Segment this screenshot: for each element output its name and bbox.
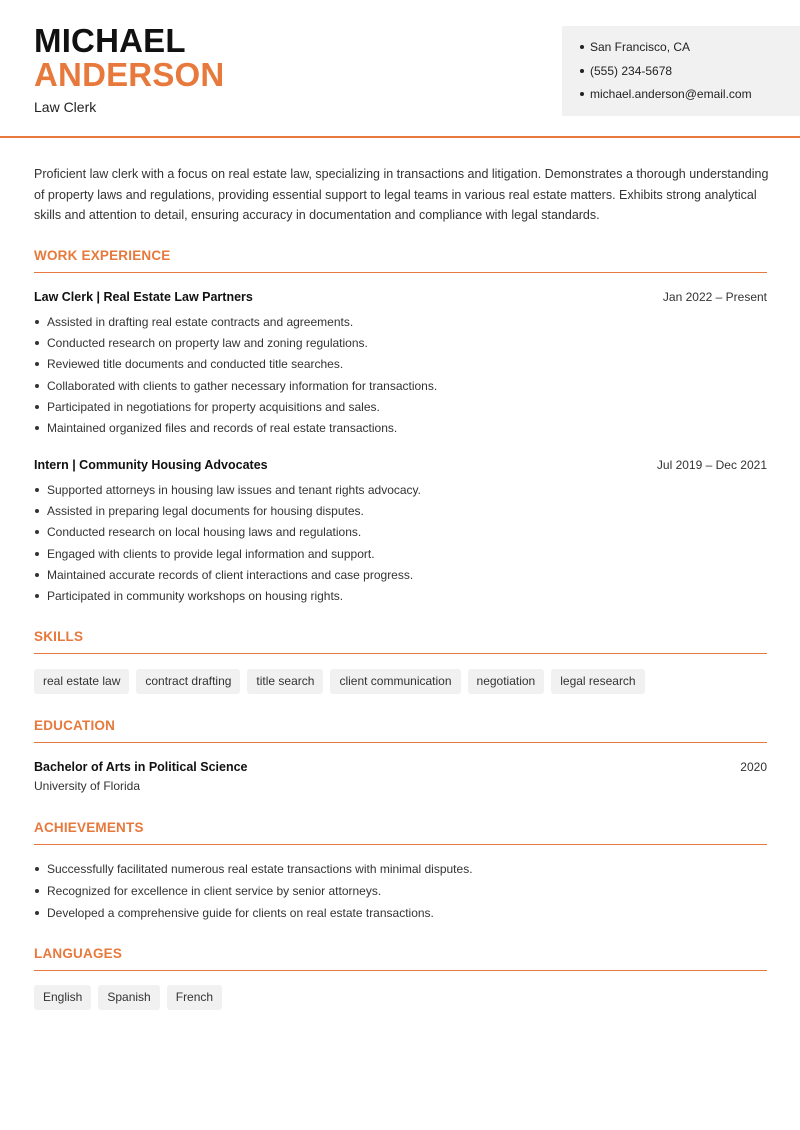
list-item: Successfully facilitated numerous real estate transactions with minimal disputes. [34,861,767,883]
section-title-languages: LANGUAGES [34,946,767,971]
job-role: Law Clerk | Real Estate Law Partners [34,290,253,304]
list-item: Assisted in preparing legal documents for housing disputes. [34,503,767,524]
job-entry [34,456,767,609]
summary: Proficient law clerk with a focus on real estate law, specializing in transactions and litigation. Demonstrates a thorough understanding of property laws and regulations, providing essential support to legal teams in various real estate matters. Exhibits strong analytical skills and attention to detail, ensuring accuracy in documentation and compliance with legal standards. [34,167,769,222]
contact-box [562,26,800,116]
last-name: ANDERSON [34,56,225,93]
list-item: Recognized for excellence in client service by senior attorneys. [34,883,767,905]
job-dates: Jul 2019 – Dec 2021 [656,458,767,472]
skill-chip: negotiation [468,669,545,694]
language-chip: English [34,985,91,1010]
list-item: Maintained organized files and records of real estate transactions. [34,420,767,441]
section-title-achievements: ACHIEVEMENTS [34,820,767,845]
achievements-list [34,861,767,927]
education-year: 2020 [740,760,767,774]
list-item: Participated in community workshops on housing rights. [34,588,767,609]
contact-email[interactable]: michael.anderson@email.com [580,86,800,110]
skill-chip: legal research [551,669,644,694]
list-item: Conducted research on local housing laws and regulations. [34,524,767,545]
first-name: MICHAEL [34,22,186,59]
skill-chip: title search [247,669,323,694]
language-chip: French [167,985,222,1010]
resume-header [0,0,800,138]
education-school: University of Florida [34,779,141,793]
job-dates: Jan 2022 – Present [662,290,767,304]
section-title-skills: SKILLS [34,629,767,654]
job-role: Intern | Community Housing Advocates [34,458,268,472]
job-title: Law Clerk [34,99,97,115]
languages-list [34,985,222,1010]
job-bullets [34,314,767,441]
skills-list [34,669,645,694]
list-item: Collaborated with clients to gather necessary information for transactions. [34,378,767,399]
section-title-education: EDUCATION [34,718,767,743]
skill-chip: contract drafting [136,669,240,694]
education-entry [34,758,767,793]
contact-phone: (555) 234-5678 [580,63,800,87]
list-item: Engaged with clients to provide legal information and support. [34,546,767,567]
list-item: Assisted in drafting real estate contracts and agreements. [34,314,767,335]
skill-chip: real estate law [34,669,129,694]
language-chip: Spanish [98,985,159,1010]
skill-chip: client communication [330,669,460,694]
contact-location: San Francisco, CA [580,39,800,63]
education-degree: Bachelor of Arts in Political Science [34,760,248,774]
list-item: Reviewed title documents and conducted title searches. [34,356,767,377]
list-item: Maintained accurate records of client interactions and case progress. [34,567,767,588]
list-item: Developed a comprehensive guide for clients on real estate transactions. [34,905,767,927]
job-entry [34,288,767,441]
list-item: Conducted research on property law and zoning regulations. [34,335,767,356]
list-item: Participated in negotiations for property acquisitions and sales. [34,399,767,420]
list-item: Supported attorneys in housing law issues and tenant rights advocacy. [34,482,767,503]
section-title-work-experience: WORK EXPERIENCE [34,248,767,273]
job-bullets [34,482,767,609]
